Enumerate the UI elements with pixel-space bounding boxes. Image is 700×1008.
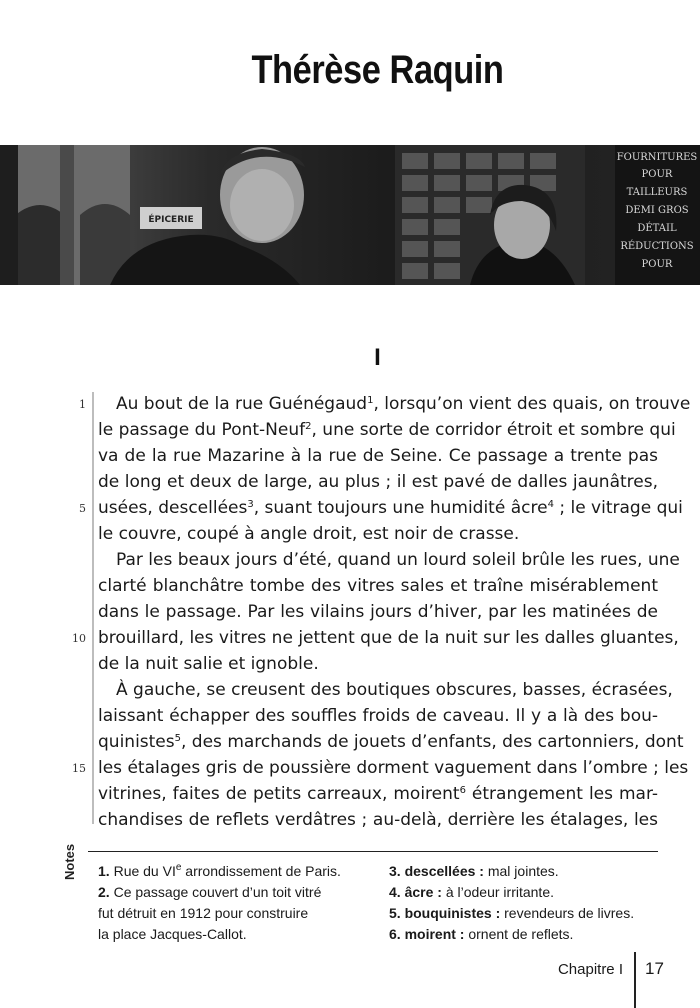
footer-chapter-label: Chapitre I (557, 961, 623, 978)
text-line: de la nuit salie et ignoble. (98, 654, 319, 674)
chapter-heading: I (374, 344, 381, 371)
text-line: le couvre, coupé à angle droit, est noir de crasse. (98, 524, 520, 544)
text-line: de long et deux de large, au plus ; il est pavé de dalles jaunâtres, (98, 472, 658, 492)
body-text (98, 391, 691, 833)
photo-shop-sign: ÉPICERIE (148, 215, 194, 225)
photo-sign-line: DÉTAIL (637, 223, 677, 234)
photo-sign-line: POUR (641, 169, 673, 180)
text-line: les étalages gris de poussière dorment vaguement dans l’ombre ; les (98, 758, 689, 778)
footnote: 5. bouquinistes : revendeurs de livres. (389, 905, 635, 921)
photo-sign-line: DEMI GROS (625, 205, 689, 216)
footnote: 2. Ce passage couvert d’un toit vitré fut détruit en 1912 pour construire la place Jacques-Callot. (98, 884, 322, 942)
text-line: le passage du Pont-Neuf$^2$, une sorte de corridor étroit et sombre qui (98, 420, 676, 440)
photo-sign-line: RÉDUCTIONS (620, 241, 694, 252)
text-line: Au bout de la rue Guénégaud$^1$, lorsqu’on vient des quais, on trouve (116, 394, 691, 414)
line-number: 1 (79, 398, 86, 411)
text-line: va de la rue Mazarine à la rue de Seine. Ce passage a trente pas (98, 446, 658, 466)
footnote: 3. descellées : mal jointes. (389, 863, 559, 879)
notes-divider (88, 851, 658, 852)
film-still-photo (0, 145, 700, 285)
text-line: clarté blanchâtre tombe des vitres sales et traîne misérablement (98, 576, 658, 596)
footnote: 4. âcre : à l’odeur irritante. (389, 884, 554, 900)
line-number: 10 (72, 632, 86, 645)
photo-sign-line: POUR (641, 259, 673, 270)
page-number: 17 (645, 959, 664, 978)
line-number: 15 (72, 762, 86, 775)
text-line: usées, descellées$^3$, suant toujours une humidité âcre$^4$ ; le vitrage qui (98, 498, 683, 518)
text-line: quinistes$^5$, des marchands de jouets d’enfants, des cartonniers, dont (98, 732, 684, 752)
notes-label: Notes (62, 843, 77, 880)
footnote: 1. Rue du VIe arrondissement de Paris. (98, 862, 341, 879)
notes-column-right (389, 861, 659, 945)
text-line: chandises de reflets verdâtres ; au-delà, derrière les étalages, les (98, 810, 658, 830)
page-title: Thérèse Raquin (251, 48, 504, 92)
footer-divider (634, 952, 636, 1008)
text-margin-rule (92, 392, 94, 824)
text-line: À gauche, se creusent des boutiques obscures, basses, écrasées, (116, 680, 673, 700)
photo-sign-line: FOURNITURES (616, 152, 698, 163)
text-line: laissant échapper des souffles froids de caveau. Il y a là des bou- (98, 706, 658, 726)
photo-sign-line: TAILLEURS (626, 187, 688, 198)
text-line: brouillard, les vitres ne jettent que de la nuit sur les dalles gluantes, (98, 628, 679, 648)
footnote: 6. moirent : ornent de reflets. (389, 926, 574, 942)
text-line: Par les beaux jours d’été, quand un lourd soleil brûle les rues, une (116, 550, 680, 570)
text-line: vitrines, faites de petits carreaux, moirent$^6$ étrangement les mar- (98, 784, 659, 804)
line-number: 5 (79, 502, 86, 515)
notes-column-left (98, 861, 368, 945)
text-line: dans le passage. Par les vilains jours d’hiver, par les matinées de (98, 602, 658, 622)
